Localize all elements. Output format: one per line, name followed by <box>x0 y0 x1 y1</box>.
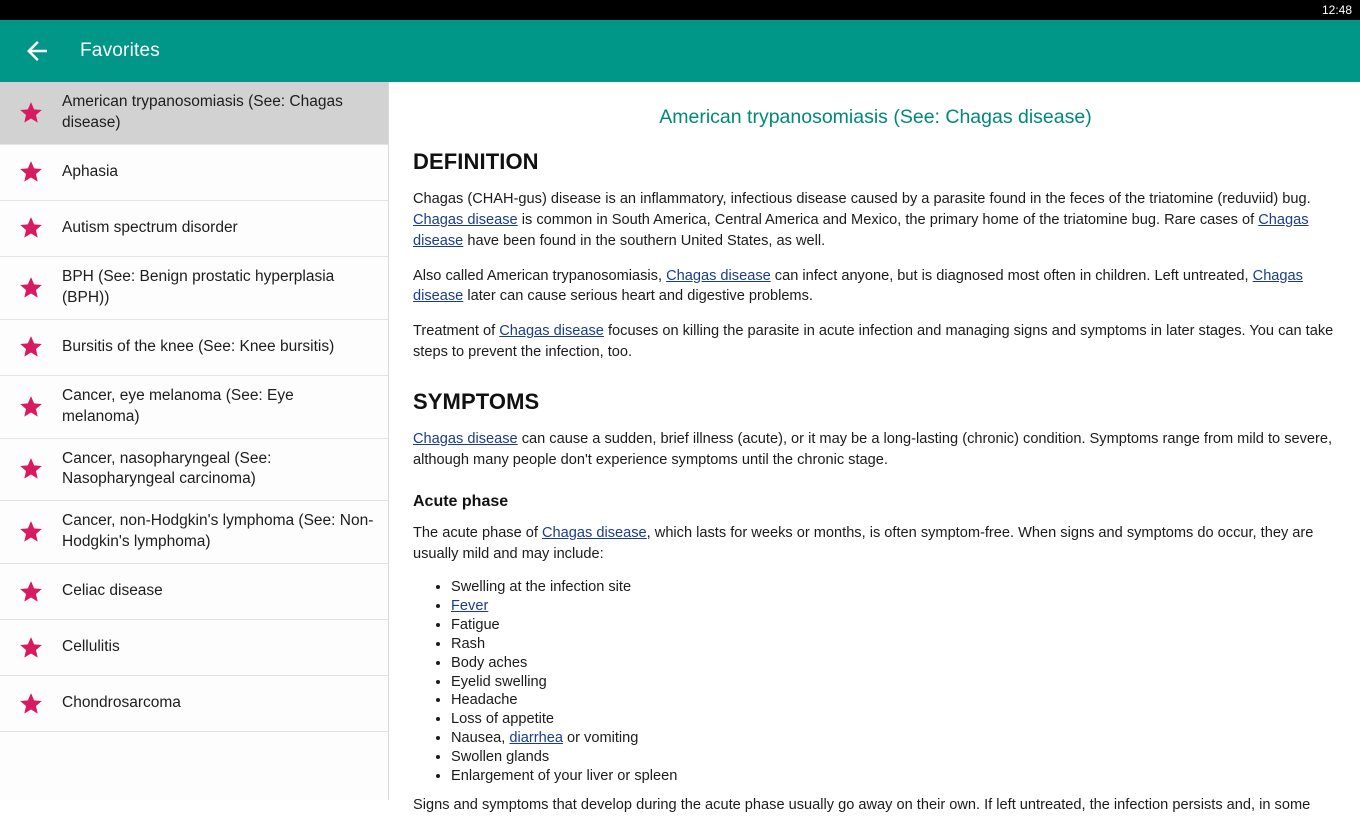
star-icon[interactable] <box>18 394 44 420</box>
list-item <box>451 710 1338 729</box>
bullet-text: Swelling at the infection site <box>451 579 632 596</box>
list-item[interactable] <box>0 201 388 257</box>
bullet-text: Fatigue <box>451 617 500 634</box>
list-item <box>451 767 1338 786</box>
article-pane[interactable] <box>389 82 1360 814</box>
list-item <box>451 673 1338 692</box>
article-title: American trypanosomiasis (See: Chagas disease) <box>659 106 1092 128</box>
chagas-disease-link[interactable]: Chagas disease <box>499 323 604 340</box>
chagas-disease-link[interactable]: Chagas disease <box>413 267 1303 305</box>
chagas-disease-link[interactable]: Chagas disease <box>413 431 518 448</box>
text-run: have been found in the southern United States, as well. <box>463 232 826 249</box>
text-run: Chagas (CHAH-gus) disease is an inflammatory, infectious disease caused by a parasite found in the feces of the triatomine (reduviid) bug. <box>413 191 1311 207</box>
text-run: The acute phase of <box>413 524 542 541</box>
star-icon[interactable] <box>18 275 44 301</box>
list-item[interactable] <box>0 564 388 620</box>
diarrhea-link[interactable]: diarrhea <box>509 729 563 746</box>
list-item-label: Celiac disease <box>62 582 163 600</box>
fever-link[interactable]: Fever <box>451 598 489 615</box>
text-run: later can cause serious heart and digestive problems. <box>463 288 813 305</box>
chagas-disease-link[interactable]: Chagas disease <box>413 211 518 228</box>
star-icon[interactable] <box>18 100 44 126</box>
list-item <box>451 578 1338 597</box>
acute-phase-heading: Acute phase <box>413 492 509 510</box>
text-run: Also called American trypanosomiasis, <box>413 267 667 284</box>
back-arrow-icon[interactable] <box>22 36 52 66</box>
star-icon[interactable] <box>18 215 44 241</box>
list-item[interactable] <box>0 620 388 676</box>
list-item <box>451 635 1338 654</box>
star-icon[interactable] <box>18 519 44 545</box>
list-item[interactable] <box>0 82 388 145</box>
list-item-label: Aphasia <box>62 162 119 180</box>
bullet-text: Enlargement of your liver or spleen <box>451 767 678 784</box>
text-run: , which lasts for weeks or months, is often symptom-free. When signs and symptoms do occur, they are usually mild and may include: <box>413 524 1314 562</box>
list-item[interactable] <box>0 676 388 732</box>
bullet-text: Headache <box>451 692 518 709</box>
chagas-disease-link[interactable]: Chagas disease <box>666 267 771 284</box>
text-run: Treatment of <box>413 323 500 340</box>
content-area <box>0 82 1360 814</box>
definition-paragraph-3 <box>413 321 1338 363</box>
list-item[interactable] <box>0 439 388 502</box>
list-item[interactable] <box>0 501 388 564</box>
bullet-text: Body aches <box>451 654 528 671</box>
chagas-disease-link[interactable]: Chagas disease <box>413 211 1309 249</box>
star-icon[interactable] <box>18 579 44 605</box>
star-icon[interactable] <box>18 691 44 717</box>
acute-symptoms-list <box>413 578 1338 785</box>
list-item-label: Cancer, non-Hodgkin's lymphoma (See: Non-Hodgkin's lymphoma) <box>62 512 374 551</box>
list-item-label: Autism spectrum disorder <box>62 218 238 236</box>
text-run: can infect anyone, but is diagnosed most often in children. Left untreated, <box>770 267 1253 284</box>
star-icon[interactable] <box>18 635 44 661</box>
list-item-label: American trypanosomiasis (See: Chagas disease) <box>62 93 343 131</box>
list-item[interactable] <box>0 376 388 439</box>
text-run: can cause a sudden, brief illness (acute), or it may be a long-lasting (chronic) condition. Symptoms range from mild to severe, although many people don't experience symptoms until the chronic stage. <box>413 431 1333 468</box>
star-icon[interactable] <box>18 159 44 185</box>
list-item[interactable] <box>0 257 388 320</box>
bullet-text: Loss of appetite <box>451 711 555 728</box>
star-icon[interactable] <box>18 334 44 360</box>
favorites-list[interactable] <box>0 82 389 800</box>
list-item <box>451 691 1338 710</box>
chagas-disease-link[interactable]: Chagas disease <box>542 524 647 541</box>
symptoms-paragraph-1 <box>413 429 1338 471</box>
status-bar-clock: 12:48 <box>1321 3 1352 17</box>
star-icon[interactable] <box>18 456 44 482</box>
clipped-paragraph: Signs and symptoms that develop during the acute phase usually go away on their own. If left untreated, the infection persists and, in some <box>413 797 1311 814</box>
text-run: is common in South America, Central America and Mexico, the primary home of the triatomine bug. Rare cases of <box>517 211 1259 228</box>
list-item[interactable] <box>0 145 388 201</box>
page-title: Favorites <box>80 40 160 61</box>
list-item-label: BPH (See: Benign prostatic hyperplasia (BPH)) <box>62 267 335 306</box>
definition-paragraph-1 <box>413 189 1338 252</box>
list-item-label: Bursitis of the knee (See: Knee bursitis) <box>62 337 335 355</box>
list-item-label: Chondrosarcoma <box>62 694 181 712</box>
list-item[interactable] <box>0 320 388 376</box>
list-item-label: Cancer, nasopharyngeal (See: Nasopharyngeal carcinoma) <box>62 449 272 488</box>
status-bar <box>0 0 1360 20</box>
definition-heading: DEFINITION <box>413 149 539 174</box>
app-bar <box>0 20 1360 82</box>
acute-phase-paragraph <box>413 523 1338 565</box>
list-item-nausea <box>451 729 1338 748</box>
list-item <box>451 616 1338 635</box>
bullet-text-composite: Nausea, diarrhea or vomiting <box>451 729 639 746</box>
list-item-label: Cancer, eye melanoma (See: Eye melanoma) <box>62 386 294 425</box>
list-item <box>451 654 1338 673</box>
list-item-label: Cellulitis <box>62 638 120 656</box>
list-item <box>451 748 1338 767</box>
bullet-text: Swollen glands <box>451 748 550 765</box>
list-item <box>451 597 1338 616</box>
symptoms-heading: SYMPTOMS <box>413 389 540 415</box>
definition-paragraph-2 <box>413 266 1338 308</box>
text-run: focuses on killing the parasite in acute infection and managing signs and symptoms in later stages. You can take steps to prevent the infection, too. <box>413 323 1334 361</box>
bullet-text: Rash <box>451 635 486 652</box>
bullet-text: Eyelid swelling <box>451 673 547 690</box>
